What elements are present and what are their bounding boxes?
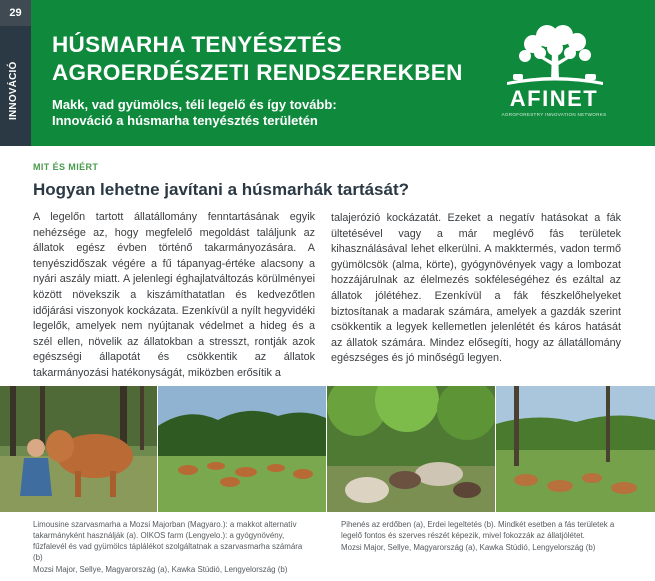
caption-right (341, 519, 631, 553)
body-column-left: A legelőn tartott állatállomány fenntartásának egyik nehézsége az, hogy megfelelő megoldást találjunk az állatok egész évben történő takarmányozására. A tenyészidőszak végére a fű tápanyag-értéke alacsony a nyári aszály miatt. A jelenlegi éghajlatváltozás körülményei között növekszik a kiszámíthatatlan és kedvezőtlen időjárási viszonyok kockázata. Ezenkívül a nyílt hegyvidéki legelők, amelyek nem nyújtanak védelmet a hideg és a szél ellen, növelik az állatokban a stresszt, rontják azok egészségi állapotát és csökkentik az állatok takarmányozási hatékonyságát, miközben erősítik a (33, 211, 315, 379)
subtitle-line-2: Innováció a húsmarha tenyésztés területén (52, 113, 318, 128)
header-banner (0, 0, 655, 146)
article-heading: Hogyan lehetne javítani a húsmarhák tartását? (33, 180, 410, 199)
photo-forest-grazing (496, 386, 655, 512)
caption-right-text: Pihenés az erdőben (a), Erdei legeltetés (b). Mindkét esetben a fás területek a legelő fontos és szerves részét képezik, mivel fokozzák az állatjólétet. (341, 520, 615, 540)
photo-cattle-meadow (158, 386, 326, 512)
section-label: MIT ÉS MIÉRT (33, 162, 99, 172)
title-line-1: HÚSMARHA TENYÉSZTÉS (52, 32, 342, 57)
title-line-2: AGROERDÉSZETI RENDSZEREKBEN (52, 60, 463, 85)
photo-limousine-cattle-woman (0, 386, 157, 512)
caption-left (33, 519, 313, 575)
photo-cattle-resting-forest (327, 386, 495, 512)
side-tab (0, 0, 31, 146)
section-side-label: INNOVÁCIÓ (8, 61, 19, 120)
body-column-right: talajerózió kockázatát. Ezeket a negatív hatásokat a fák ültetésével vagy a már meglévő fás területek kihasználásával lehet elkerülni. A makktermés, vadon termő gyümölcsök (alma, körte), gyógynövények vagy a lombozat hozzájárulnak az élelmezés sokféleségéhez és ezáltal az állatok jólétéhez. Ezenkívül a fák fészkelőhelyeket biztosítanak a madarak számára, amelyek a gazdák szerint csökkentik a legyek kellemetlen jelenlétét és káros hatását az állatok számára. Mindez elősegíti, hogy az állatállomány egészséges és jó minőségű legyen. (331, 212, 621, 365)
logo-tagline: AGROFORESTRY INNOVATION NETWORKS (501, 112, 607, 117)
subtitle-line-1: Makk, vad gyümölcs, téli legelő és így tovább: (52, 97, 337, 112)
caption-right-credit: Mozsi Major, Sellye, Magyarország (a), Kawka Stúdió, Lengyelország (b) (341, 543, 596, 552)
logo-wordmark: AFINET (509, 86, 599, 111)
caption-left-credit: Mozsi Major, Sellye, Magyarország (a), Kawka Stúdió, Lengyelország (b) (33, 565, 288, 574)
page-subtitle (52, 97, 337, 129)
page-number: 29 (0, 0, 31, 26)
page-title (52, 31, 463, 87)
caption-left-text: Limousine szarvasmarha a Mozsi Majorban (Magyaro.): a makkot alternatív takarmányként használják (a). OIKOS farm (Lengyelo.): a gyógynövény, fűzfalevél és vad gyümölcs táplálékot szolgáltatnak a szarvasmarha számára (b) (33, 520, 303, 562)
